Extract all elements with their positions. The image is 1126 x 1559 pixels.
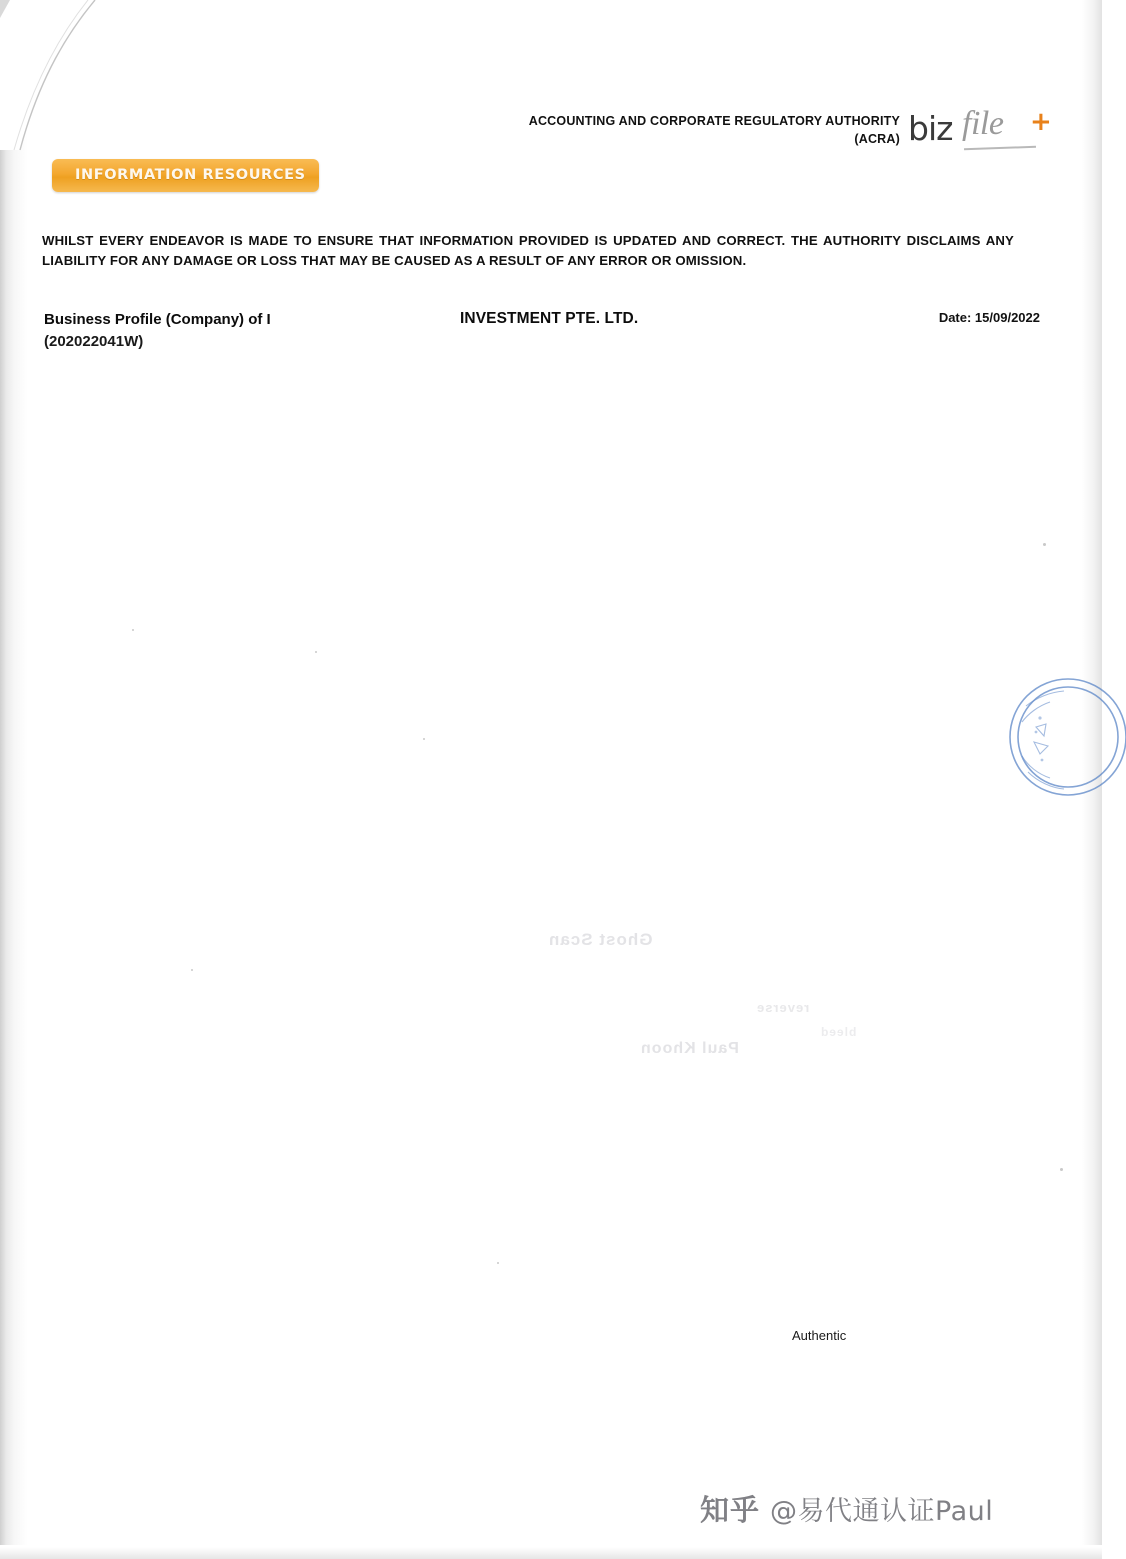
document-date: Date: 15/09/2022	[938, 310, 1040, 325]
ghost-text-line-3: reverse	[756, 1000, 810, 1015]
bizfile-logo-underline	[964, 146, 1036, 151]
scan-speck	[132, 629, 134, 631]
scan-right-edge	[1080, 0, 1102, 1559]
company-name: INVESTMENT PTE. LTD.	[460, 310, 639, 327]
scan-speck	[191, 969, 193, 971]
bizfile-logo-plus: +	[1030, 107, 1052, 137]
ghost-text-line-4: bleed	[820, 1025, 857, 1039]
acra-verification-stamp-icon	[1006, 672, 1126, 802]
business-profile-title: Business Profile (Company) of I	[44, 311, 271, 328]
watermark	[700, 1485, 1080, 1531]
bizfile-logo-biz: biz	[908, 109, 953, 148]
scan-bottom-edge	[0, 1545, 1102, 1559]
bizfile-logo-file: file	[962, 105, 1004, 142]
scan-corner-fold	[0, 0, 130, 150]
information-resources-banner	[52, 159, 319, 192]
authentic-label: Authentic	[792, 1328, 847, 1343]
scan-speck	[497, 1262, 499, 1264]
scan-speck	[1060, 1168, 1063, 1171]
business-profile-label	[44, 309, 374, 350]
watermark-site: 知乎	[700, 1492, 761, 1527]
authority-line-1: ACCOUNTING AND CORPORATE REGULATORY AUTHORITY	[528, 114, 900, 128]
watermark-handle: @易代通认证Paul	[770, 1495, 994, 1527]
ghost-text-line-1: Ghost Scan	[548, 930, 653, 949]
scan-speck	[315, 651, 317, 653]
disclaimer-text: WHILST EVERY ENDEAVOR IS MADE TO ENSURE THAT INFORMATION PROVIDED IS UPDATED AND CORRECT. THE AUTHORITY DISCLAIMS ANY LIABILITY FOR ANY DAMAGE OR LOSS THAT MAY BE CAUSED AS A RESULT OF ANY ERROR OR OMISSION.	[42, 233, 1014, 269]
bizfile-logo	[908, 103, 1058, 161]
business-profile-uen: (202022041W)	[44, 332, 144, 350]
authority-heading	[420, 112, 900, 148]
scan-speck	[1043, 543, 1046, 546]
information-resources-label: INFORMATION RESOURCES	[75, 167, 306, 183]
authority-line-2: (ACRA)	[854, 132, 900, 147]
scan-left-edge	[0, 0, 30, 1559]
ghost-text-line-2: Paul Khoon	[640, 1040, 739, 1057]
scan-speck	[423, 738, 425, 740]
